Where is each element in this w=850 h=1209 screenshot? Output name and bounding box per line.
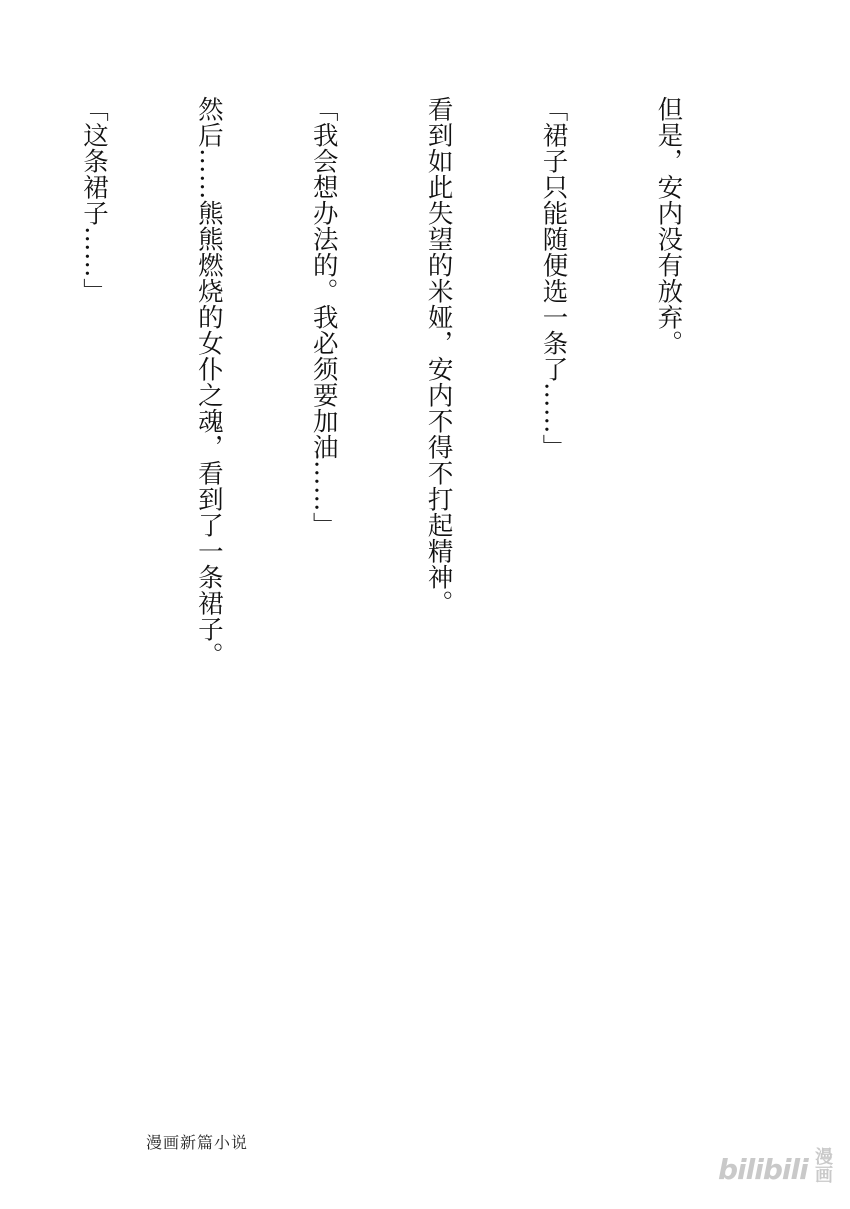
- text-line: 然后……熊熊燃烧的女仆之魂，看到了一条裙子。: [193, 96, 224, 668]
- bilibili-wordmark: bilibili: [718, 1153, 808, 1186]
- footer-title: 漫画新篇小说: [146, 1133, 249, 1152]
- novel-text-block: [0, 96, 764, 1056]
- text-line: 看到如此失望的米娅，安内不得不打起精神。: [423, 96, 454, 616]
- text-line: 「裙子只能随便选一条了……」: [538, 96, 569, 460]
- text-line: 「这条裙子……」: [78, 96, 109, 304]
- text-line: 但是，安内没有放弃。: [653, 96, 684, 356]
- logo-side-text: 漫画: [812, 1147, 833, 1183]
- text-line: 「我会想办法的。我必须要加油……」: [308, 96, 339, 538]
- bilibili-logo: [718, 1147, 833, 1195]
